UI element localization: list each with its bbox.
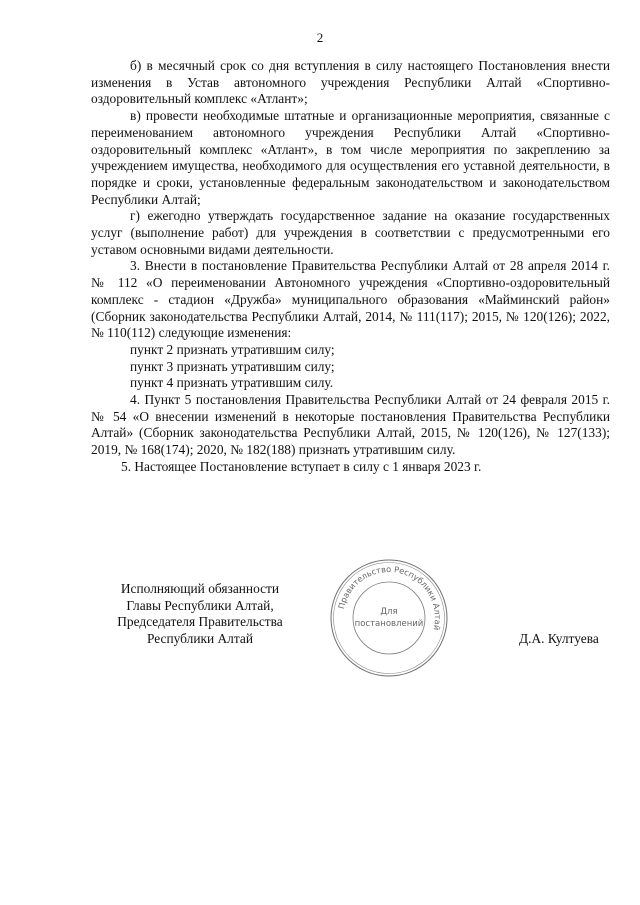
signatory-title-line: Председателя Правительства xyxy=(117,614,283,630)
seal-outer-ring-inner xyxy=(334,563,445,674)
list-item-punkt-4: пункт 4 признать утратившим силу. xyxy=(130,375,334,391)
official-seal xyxy=(328,557,450,679)
paragraph-4: 4. Пункт 5 постановления Правительства Республики Алтай от 24 февраля 2015 г. № 54 «О внесении изменений в некоторые постановления Правительства Республики Алтай» (Сборник законодательства Республики Алтай, 2015, № 120(126), № 127(133); 2019, № 168(174); 2020, № 182(188) признать утратившим силу. xyxy=(91,392,610,458)
seal-center-text: постановлений xyxy=(354,619,424,629)
signatory-title-line: Главы Республики Алтай, xyxy=(126,597,274,613)
seal-center-text: Для xyxy=(380,607,398,617)
paragraph-5: 5. Настоящее Постановление вступает в силу с 1 января 2023 г. xyxy=(121,458,482,474)
signatory-name: Д.А. Култуева xyxy=(519,631,599,646)
paragraph-g: г) ежегодно утверждать государственное задание на оказание государственных услуг (выполнение работ) для учреждения в соответствии с предусмотренными его уставом основными видами деятельности. xyxy=(91,208,610,257)
signatory-title-line: Республики Алтай xyxy=(146,631,253,647)
list-item-punkt-2: пункт 2 признать утратившим силу; xyxy=(130,341,335,357)
signatory-title-line: Исполняющий обязанности xyxy=(120,581,280,596)
signatory-title xyxy=(100,581,300,648)
page-number: 2 xyxy=(316,30,324,45)
document-body xyxy=(91,58,610,476)
paragraph-3: 3. Внести в постановление Правительства Республики Алтай от 28 апреля 2014 г. № 112 «О переименовании Автономного учреждения «Спортивно-оздоровительный комплекс - стадион «Дружба» муниципального образования «Майминский район» (Сборник законодательства Республики Алтай, 2014, № 111(117); 2015, № 120(126); 2022, № 110(112) следующие изменения: xyxy=(91,258,610,341)
list-item-punkt-3: пункт 3 признать утратившим силу; xyxy=(130,358,335,374)
seal-ring-text: Правительство Республики Алтай xyxy=(335,563,444,632)
seal-outer-ring xyxy=(331,560,447,676)
seal-inner-ring xyxy=(353,582,425,654)
paragraph-v: в) провести необходимые штатные и организационные мероприятия, связанные с переименованием автономного учреждения Республики Алтай «Спортивно-оздоровительный комплекс «Атлант», в том числе мероприятия по закреплению за учреждением имущества, необходимого для осуществления его уставной деятельности, в порядке и сроки, установленные федеральным законодательством и законодательством Республики Алтай; xyxy=(91,108,610,207)
paragraph-b: б) в месячный срок со дня вступления в силу настоящего Постановления внести изменения в Устав автономного учреждения Республики Алтай «Спортивно-оздоровительный комплекс «Атлант»; xyxy=(91,58,610,107)
